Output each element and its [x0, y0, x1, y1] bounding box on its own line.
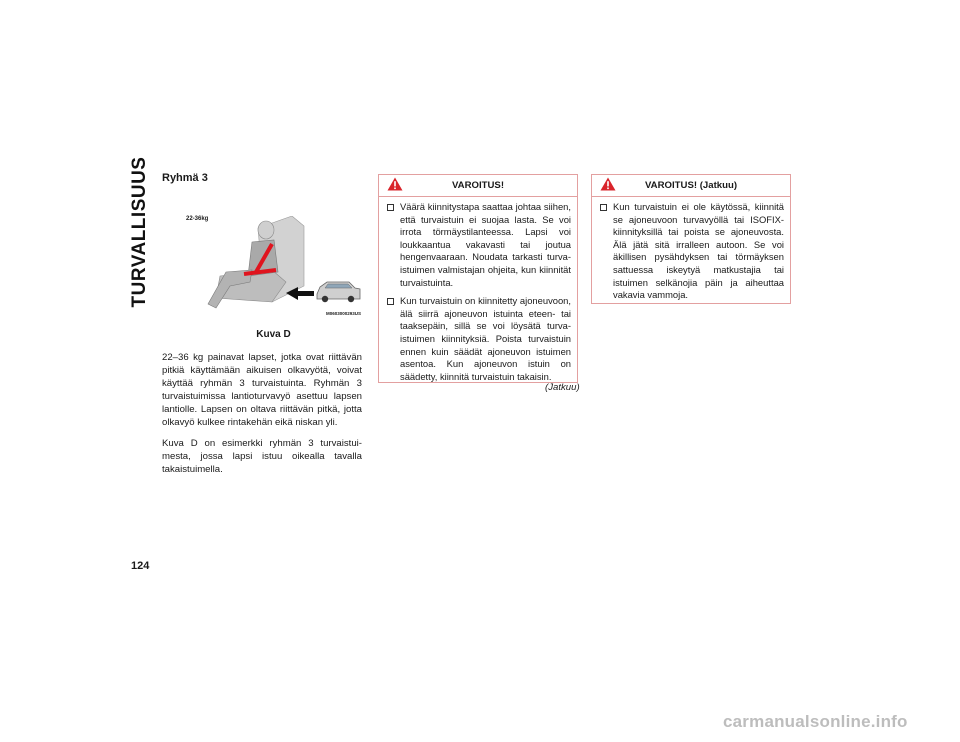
warning-item [598, 201, 784, 302]
square-bullet-icon [387, 204, 394, 211]
figure-weight-label: 22-36kg [186, 216, 209, 222]
warning-title: VAROITUS! (Jatkuu) [644, 180, 738, 191]
section-side-tab [129, 156, 151, 308]
booster-seat-illustration [186, 216, 361, 316]
continued-note: (Jatkuu) [545, 382, 580, 393]
figure-booster-seat [186, 216, 361, 316]
warning-triangle-icon [600, 177, 616, 191]
section-side-tab-label: TURVALLISUUS [129, 156, 150, 308]
square-bullet-icon [387, 298, 394, 305]
warning-item [385, 201, 571, 289]
watermark: carmanualsonline.info [723, 712, 908, 731]
figure-caption: Kuva D [256, 329, 291, 340]
warning-title: VAROITUS! [451, 180, 505, 191]
warning-header [379, 175, 577, 197]
body-paragraph: 22–36 kg painavat lapset, jotka ovat riittävän pitkiä käyttämään aikuisen olkavyötä, voivat käyttää ryhmän 3 turvaistuinta. Ryhmän 3 turvaistuimissa lantioturvavyö asettuu lapsen lantiolle. Lapsen on oltava riittävän pitkä, jotta olkavyö kulkee rintakehän eikä niskan yli. [162, 352, 362, 428]
warning-item-text: Kun turvaistuin ei ole käytössä, kiinnitä se ajoneuvoon turvavyöllä tai ISOFIX-kiinnityksillä tai poista se ajoneuvosta. Älä jätä sitä irralleen autoon. Se voi äkillisen pysähdyksen tai törmäyksen sattuessa iskeytyä matkustajia tai istuimen selkänojia päin ja aiheuttaa vakavia vammoja. [613, 201, 784, 301]
warning-item [385, 295, 571, 383]
section-heading: Ryhmä 3 [162, 172, 208, 184]
figure-image-code: M0603000293US [325, 311, 361, 316]
left-column [162, 172, 362, 476]
warning-body [379, 197, 577, 383]
warning-box-continued [591, 174, 791, 304]
page-number: 124 [131, 560, 150, 572]
warning-body [592, 197, 790, 302]
warning-item-text: Väärä kiinnitystapa saattaa johtaa siihen, että turvaistuin ei suojaa lasta. Se voi irrota törmäystilanteessa. Lapsi voi loukkaantua vakavasti tai joutua hengenvaaraan. Noudata tarkasti turvaistuimen valmistajan ohjeita, kun kiinnität turvaistuinta. [400, 201, 571, 288]
square-bullet-icon [600, 204, 607, 211]
warning-item-text: Kun turvaistuin on kiinnitetty ajoneuvoon, älä siirrä ajoneuvon istuinta eteen- tai taaksepäin, sillä se voi löysätä turvaistuimen kiinnityksiä. Poista turvaistuin ennen kuin säädät ajoneuvon istuimen asentoa. Kun ajoneuvon istuin on säädetty, kiinnitä turvaistuin takaisin. [400, 295, 571, 382]
warning-triangle-icon [387, 177, 403, 191]
body-paragraph: Kuva D on esimerkki ryhmän 3 turvaistuimesta, jossa lapsi istuu oikealla tavalla takaistuimella. [162, 438, 362, 475]
warning-box [378, 174, 578, 383]
warning-header [592, 175, 790, 197]
